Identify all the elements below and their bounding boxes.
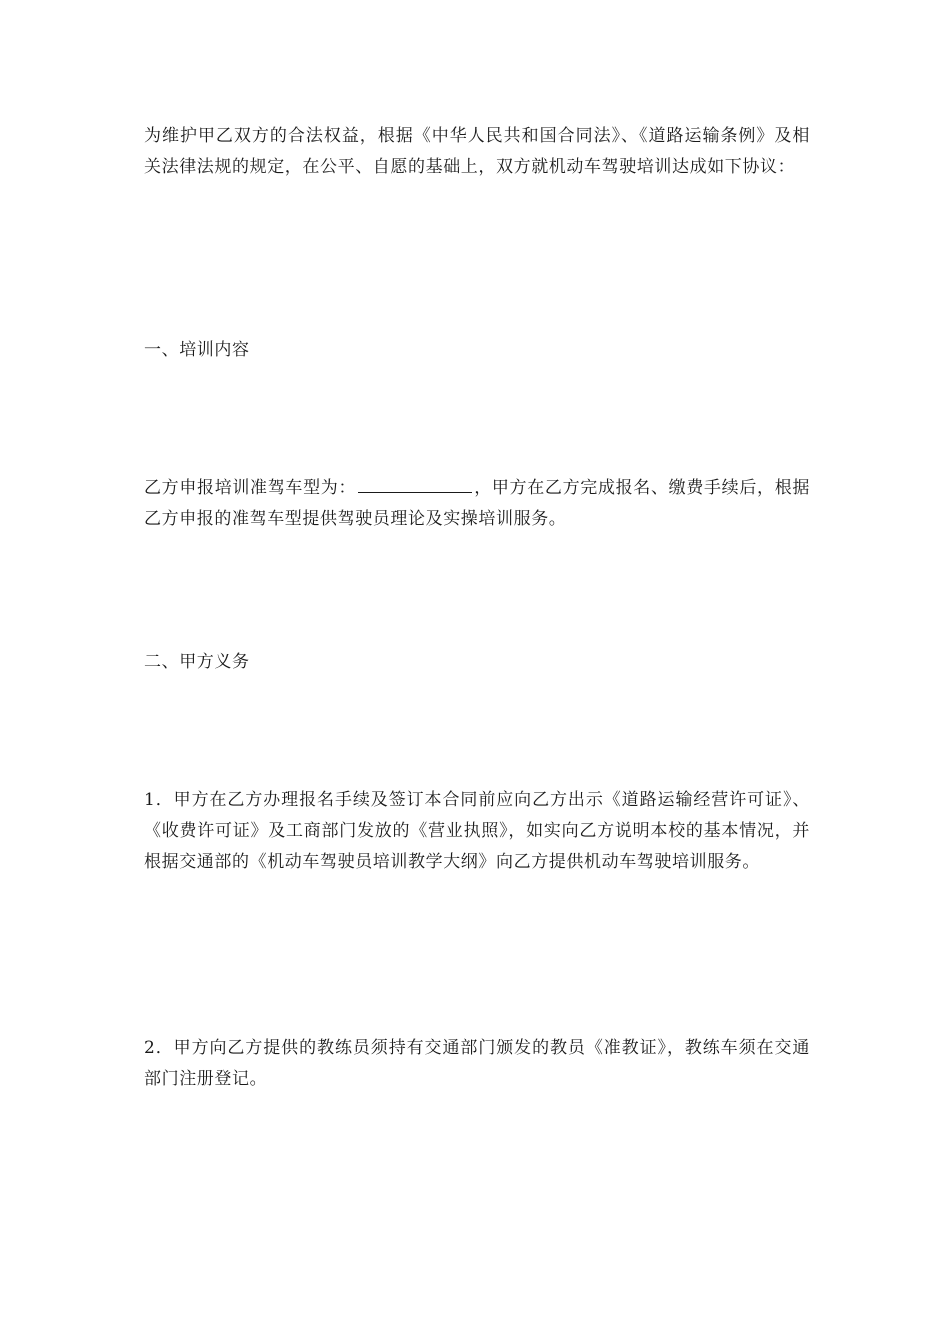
- section-heading-party-a-obligations: 二、甲方义务: [144, 652, 250, 672]
- section-heading-training-content: 一、培训内容: [144, 340, 250, 360]
- obligation-item-2: 2．甲方向乙方提供的教练员须持有交通部门颁发的教员《准教证》，教练车须在交通部门注册登记。: [144, 1038, 810, 1089]
- obligation-item-1: 1．甲方在乙方办理报名手续及签订本合同前应向乙方出示《道路运输经营许可证》、《收费许可证》及工商部门发放的《营业执照》，如实向乙方说明本校的基本情况，并根据交通部的《机动车驾驶员培训教学大纲》向乙方提供机动车驾驶培训服务。: [144, 790, 810, 872]
- training-content-paragraph: [144, 473, 810, 535]
- training-content-text: ，甲方在乙方完成报名、缴费手续后，根据乙方申报的准驾车型提供驾驶员理论及实操培训服务。: [144, 478, 810, 529]
- intro-paragraph: 为维护甲乙双方的合法权益，根据《中华人民共和国合同法》、《道路运输条例》及相关法律法规的规定，在公平、自愿的基础上，双方就机动车驾驶培训达成如下协议：: [144, 126, 810, 177]
- vehicle-type-label: 乙方申报培训准驾车型为：: [144, 478, 357, 498]
- vehicle-type-blank: [358, 474, 472, 493]
